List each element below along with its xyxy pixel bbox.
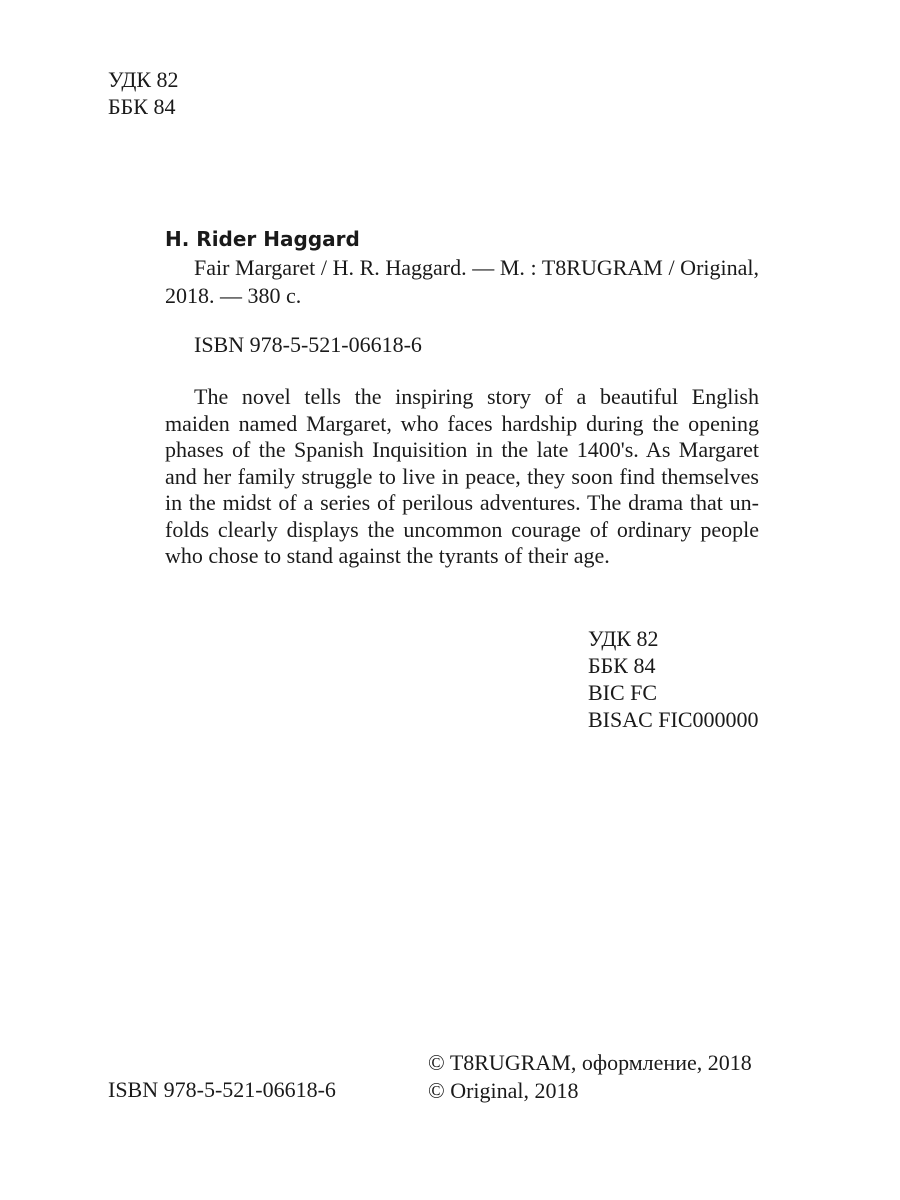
abstract-line: phases of the Spanish Inquisition in the late 1400's. As Margaret (165, 437, 759, 462)
author-name: H. Rider Haggard (165, 227, 360, 251)
bbk-code: ББК 84 (108, 94, 176, 119)
biblio-line-1: Fair Margaret / H. R. Haggard. — M. : T8RUGRAM / Original, (194, 255, 759, 280)
abstract-paragraph (165, 384, 759, 570)
bisac-code: BISAC FIC000000 (588, 707, 759, 732)
abstract-line: maiden named Margaret, who faces hardship during the opening (165, 410, 759, 436)
abstract-line: in the midst of a series of perilous adventures. The drama that un- (165, 490, 759, 515)
isbn-footer: ISBN 978-5-521-06618-6 (108, 1077, 336, 1102)
udk-code: УДК 82 (108, 67, 179, 92)
bic-code: BIC FC (588, 680, 658, 705)
abstract-line: folds clearly displays the uncommon courage of ordinary people (165, 516, 759, 542)
udk-code: УДК 82 (588, 626, 659, 651)
abstract-line: and her family struggle to live in peace, they soon find themselves (165, 463, 759, 489)
abstract-line: who chose to stand against the tyrants of their age. (165, 543, 610, 568)
isbn-record: ISBN 978-5-521-06618-6 (194, 332, 422, 357)
bibliographic-description (165, 254, 759, 310)
copyright-original: © Original, 2018 (428, 1078, 579, 1103)
copyright-design: © T8RUGRAM, оформление, 2018 (428, 1050, 752, 1075)
copyright-notices (428, 1049, 752, 1105)
top-classification-codes (108, 66, 179, 120)
abstract-line: The novel tells the inspiring story of a beautiful English (194, 384, 759, 409)
bbk-code: ББК 84 (588, 653, 656, 678)
biblio-line-2: 2018. — 380 c. (165, 283, 302, 308)
classification-codes (588, 625, 759, 733)
